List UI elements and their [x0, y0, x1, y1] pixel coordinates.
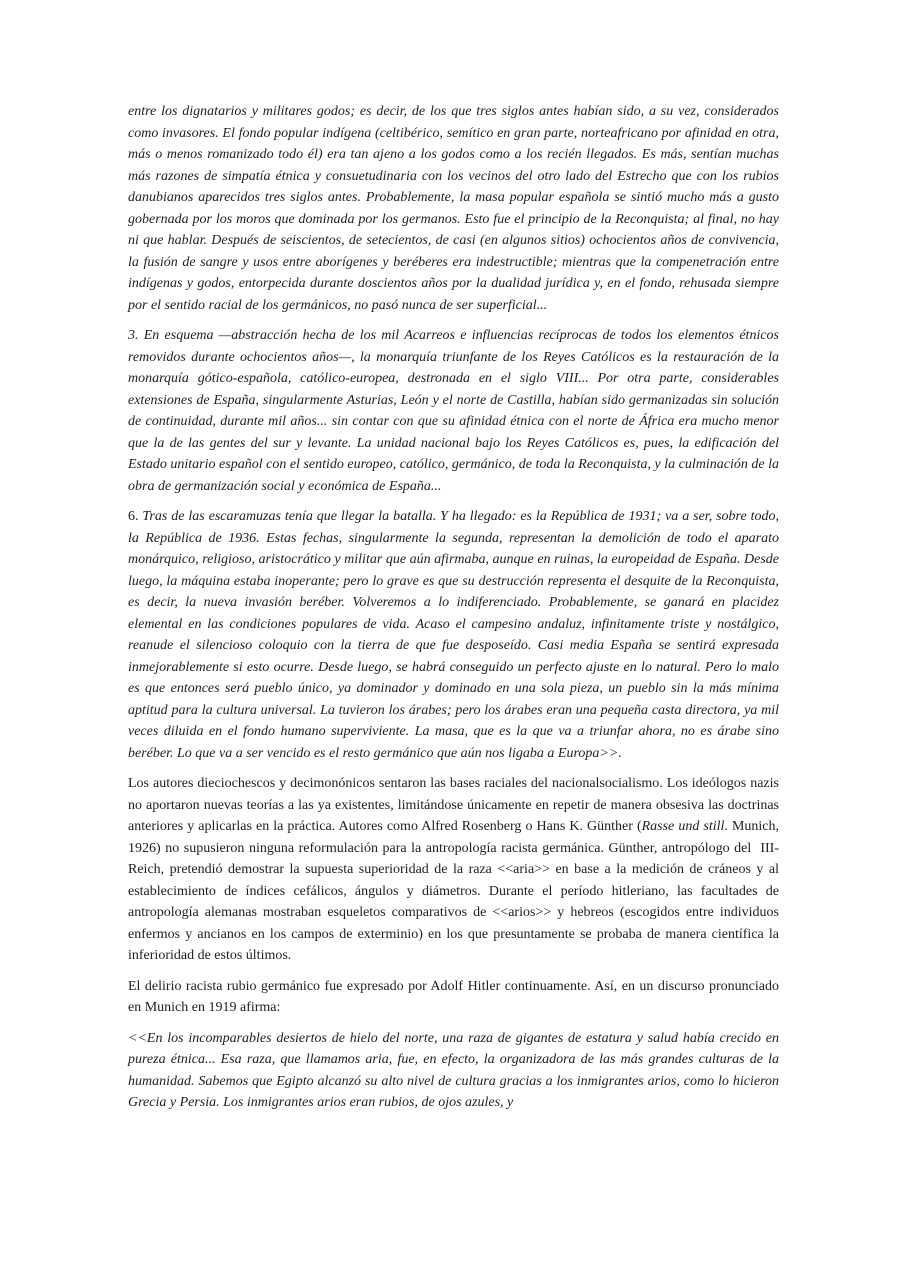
paragraph-quote-3 [128, 506, 779, 764]
paragraph-quote-1: entre los dignatarios y militares godos; es decir, de los que tres siglos antes habían sido, a su vez, considerados como invasores. El fondo popular indígena (celtibérico, semítico en gran parte, norteafricano por afinidad en otra, más o menos romanizado todo él) era tan ajeno a los godos como a los recién llegados. Es más, sentían muchas más razones de simpatía étnica y consuetudinaria con los vecinos del otro lado del Estrecho que con los rubios danubianos aparecidos tres siglos antes. Probablemente, la masa popular española se sintió mucho más a gusto gobernada por los moros que dominada por los germanos. Esto fue el principio de la Reconquista; al final, no hay ni que hablar. Después de seiscientos, de setecientos, de casi (en algunos sitios) ochocientos años de convivencia, la fusión de sangre y usos entre aborígenes y beréberes era indestructible; mientras que la compenetración entre indígenas y godos, entorpecida durante doscientos años por la dualidad jurídica y, en el fondo, rehusada siempre por el sentido racial de los germánicos, no pasó nunca de ser superficial... [128, 104, 779, 313]
paragraph-body-1-segment-a: Los autores dieciochescos y decimonónicos sentaron las bases raciales del nacionalsocialismo. Los ideólogos nazis no aportaron nuevas teorías a las ya existentes, limitándose únicamente en repetir de manera obsesiva las doctrinas anteriores y aplicarlas en la práctica. Autores como Alfred Rosenberg o Hans K. Günther ( [128, 776, 779, 834]
paragraph-quote-2: 3. En esquema —abstracción hecha de los mil Acarreos e influencias recíprocas de todos los elementos étnicos removidos durante ochocientos años—, la monarquía triunfante de los Reyes Católicos es la restauración de la monarquía gótico-española, católico-europea, destronada en el siglo VIII... Por otra parte, considerables extensiones de España, singularmente Asturias, León y el norte de Castilla, habían sido germanizadas sin solución de continuidad, durante mil años... sin contar con que su afinidad étnica con el norte de África era mucho menor que la de las gentes del sur y levante. La unidad nacional bajo los Reyes Católicos es, pues, la edificación del Estado unitario español con el sentido europeo, católico, germánico, de toda la Reconquista, y la culminación de la obra de germanización social y económica de España... [128, 328, 779, 494]
paragraph-body-2: El delirio racista rubio germánico fue expresado por Adolf Hitler continuamente. Así, en un discurso pronunciado en Munich en 1919 afirma: [128, 978, 779, 1015]
paragraph-quote-3-text: Tras de las escaramuzas tenía que llegar la batalla. Y ha llegado: es la República de 1931; va a ser, sobre todo, la República de 1936. Estas fechas, singularmente la segunda, representan la demolición de todo el aparato monárquico, religioso, aristocrático y militar que aún afirmaba, aunque en ruinas, la europeidad de España. Desde luego, la máquina estaba inoperante; pero lo grave es que su destrucción representa el desquite de la Reconquista, es decir, la nueva invasión beréber. Volveremos a lo indiferenciado. Probablemente, se ganará en placidez elemental en las condiciones populares de vida. Acaso el campesino andaluz, infinitamente triste y nostálgico, reanude el silencioso coloquio con la tierra de que fue desposeído. Casi media España se sentirá expresada inmejorablemente si esto ocurre. Desde luego, se habrá conseguido un perfecto ajuste en lo natural. Pero lo malo es que entonces será pueblo único, ya dominador y dominado en una sola pieza, un pueblo sin la más mínima aptitud para la cultura universal. La tuvieron los árabes; pero los árabes eran una pequeña casta directora, ya mil veces diluida en el fondo humano superviviente. La masa, que es la que va a triunfar ahora, no es árabe sino beréber. Lo que va a ser vencido es el resto germánico que aún nos ligaba a Europa>>. [128, 509, 779, 761]
book-title-citation: Rasse und still [641, 819, 725, 834]
paragraph-number: 6. [128, 509, 143, 524]
document-page [128, 101, 779, 1123]
paragraph-body-1-segment-b: . Munich, 1926) no supusieron ninguna reformulación para la antropología racista germánica. Günther, antropólogo del III-Reich, pretendió demostrar la supuesta superioridad de la raza <<aria>> en base a la medición de cráneos y al establecimiento de índices cefálicos, ángulos y diámetros. Durante el período hitleriano, las facultades de antropología alemanas mostraban esqueletos comparativos de <<arios>> y hebreos (escogidos entre individuos enfermos y ancianos en los campos de exterminio) en los que presuntamente se probaba de manera científica la inferioridad de estos últimos. [128, 819, 779, 963]
paragraph-body-1 [128, 773, 779, 967]
paragraph-quote-4: <<En los incomparables desiertos de hielo del norte, una raza de gigantes de estatura y salud había crecido en pureza étnica... Esa raza, que llamamos aria, fue, en efecto, la organizadora de las más grandes culturas de la humanidad. Sabemos que Egipto alcanzó su alto nivel de cultura gracias a los inmigrantes arios, como lo hicieron Grecia y Persia. Los inmigrantes arios eran rubios, de ojos azules, y [128, 1030, 779, 1110]
